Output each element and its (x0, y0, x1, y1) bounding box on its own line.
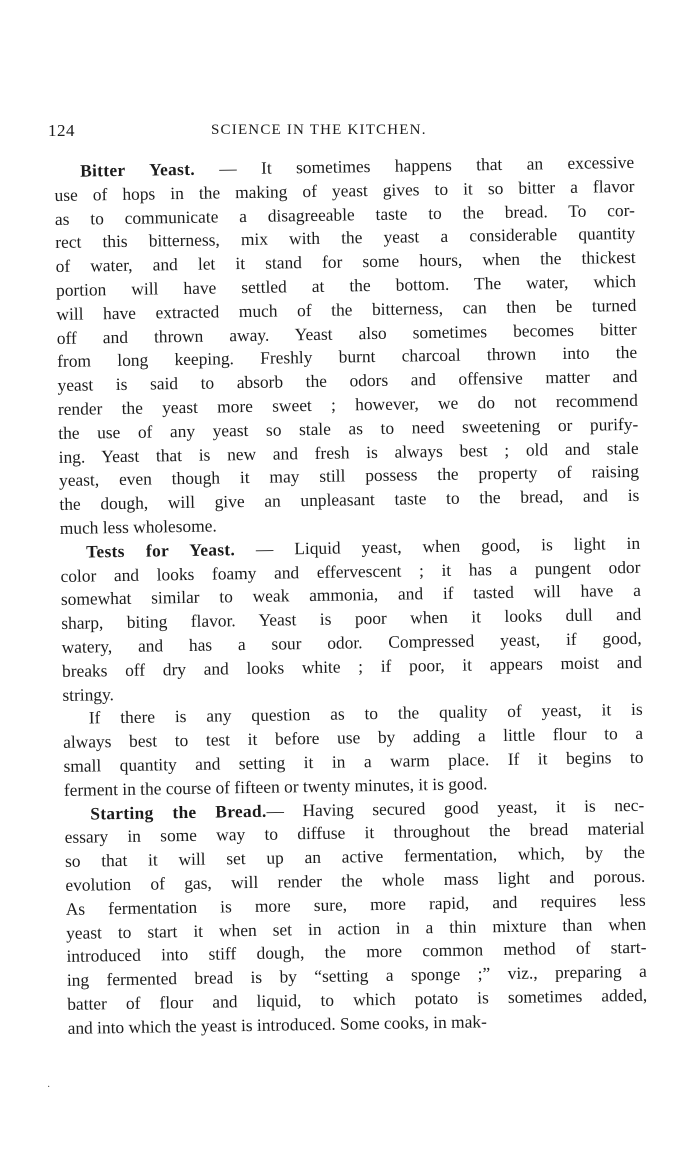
paragraph (54, 151, 640, 541)
paragraph-heading: Tests for Yeast. (85, 538, 236, 562)
line-text: as to communicate a disagreeable taste to the bread. To cor- (54, 199, 636, 229)
line-text: off and thrown away. Yeast also sometimes becomes bitter (56, 318, 637, 348)
line-text: will have extracted much of the bitterness, can then be turned (56, 294, 637, 324)
line-text: use of hops in the making of yeast gives to it so bitter a flavor (54, 175, 635, 205)
line-text: portion will have settled at the bottom. The water, which (55, 270, 637, 300)
line-text: batter of flour and liquid, to which potato is sometimes added, (67, 984, 648, 1014)
paragraph (64, 793, 648, 1040)
line-text: color and looks foamy and effervescent ; it has a pungent odor (60, 556, 641, 586)
line-text: ferment in the course of fifteen or twenty minutes, it is good. (63, 772, 488, 800)
line-text: the use of any yeast so stale as to need sweetening or purify- (58, 413, 639, 443)
line-text: and into which the yeast is introduced. Some cooks, in mak- (67, 1010, 487, 1038)
paragraph (60, 532, 643, 708)
line-text: somewhat similar to weak ammonia, and if tasted will have a (60, 580, 641, 610)
line-text: If there is any question as to the quality of yeast, it is (88, 699, 643, 728)
line-text: watery, and has a sour odor. Compressed yeast, if good, (61, 627, 642, 657)
line-text: — It sometimes happens that an excessive (194, 151, 635, 179)
line-text: — Having secured good yeast, it is nec- (266, 794, 645, 821)
line-text: the dough, will give an unpleasant taste to the bread, and is (59, 485, 640, 515)
line-text: yeast, even though it may still possess the property of raising (58, 461, 640, 491)
line-text: so that it will set up an active fermentation, which, by the (64, 841, 646, 872)
page-body-text (54, 151, 648, 1040)
line-text: from long keeping. Freshly burnt charcoal thrown into the (57, 342, 638, 372)
line-text: breaks off dry and looks white ; if poor, it appears moist and (61, 651, 643, 681)
line-text: much less wholesome. (59, 515, 217, 538)
paragraph-heading: Starting the Bread. (90, 800, 267, 824)
line-text: small quantity and setting it in a warm place. If it begins to (63, 746, 644, 776)
paragraph (63, 698, 644, 802)
line-text: introduced into stiff dough, the more common method of start- (66, 937, 647, 967)
line-text: evolution of gas, will render the whole mass light and porous. (65, 865, 646, 895)
line-text: As fermentation is more sure, more rapid, and requires less (65, 889, 646, 919)
line-text: yeast is said to absorb the odors and offensive matter and (57, 366, 638, 396)
page-number: 124 (48, 121, 75, 140)
line-text: rect this bitterness, mix with the yeast a considerable quantity (55, 223, 636, 253)
line-text: render the yeast more sweet ; however, we do not recommend (57, 389, 638, 419)
line-text: ing fermented bread is by “setting a sponge ;” viz., preparing a (66, 960, 647, 990)
paragraph-heading: Bitter Yeast. (80, 158, 196, 181)
line-text: ing. Yeast that is new and fresh is always best ; old and stale (58, 437, 639, 467)
line-text: — Liquid yeast, when good, is light in (234, 532, 641, 559)
line-text: always best to test it before use by adding a little flour to a (62, 722, 644, 753)
line-text: yeast to start it when set in action in a thin mixture than when (65, 913, 647, 943)
line-text: stringy. (62, 683, 115, 705)
printer-mark: · (47, 1082, 51, 1093)
line-text: of water, and let it stand for some hours, when the thickest (55, 247, 636, 277)
running-title: SCIENCE IN THE KITCHEN. (211, 122, 427, 138)
line-text: essary in some way to diffuse it throughout the bread material (64, 818, 645, 848)
line-text: sharp, biting flavor. Yeast is poor when it looks dull and (61, 603, 642, 634)
